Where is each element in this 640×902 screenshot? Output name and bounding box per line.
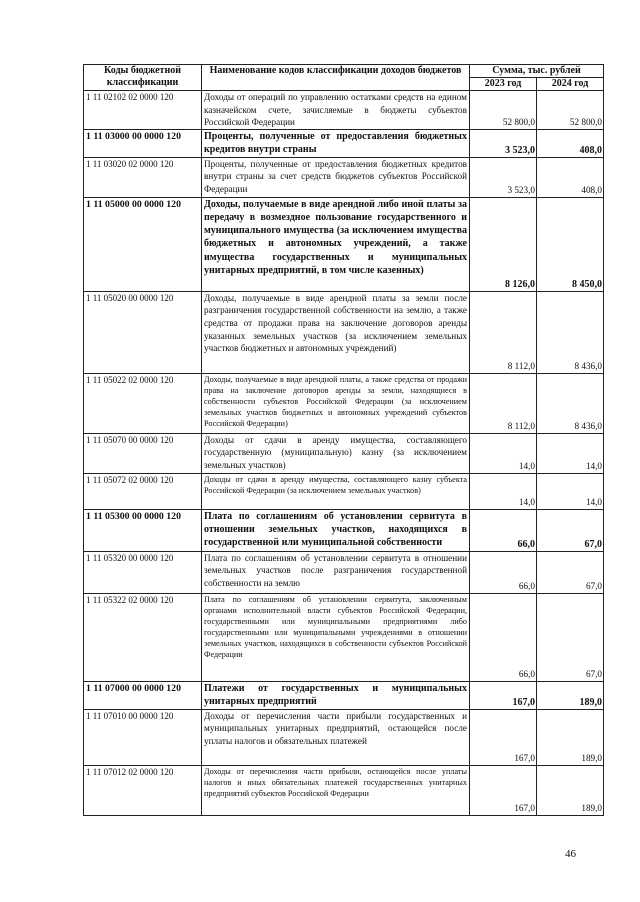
row-name: Плата по соглашениям об установлении сервитута в отношении земельных участков после разграничения государственной собственности на землю [202, 551, 470, 593]
table-row [84, 433, 604, 473]
table-row [84, 593, 604, 681]
header-code: Коды бюджетной классификации [84, 65, 202, 91]
row-code: 1 11 05022 02 0000 120 [84, 373, 202, 433]
row-code: 1 11 05300 00 0000 120 [84, 509, 202, 551]
row-value-2023: 167,0 [470, 765, 537, 815]
row-value-2024: 8 436,0 [537, 373, 604, 433]
row-value-2024: 8 436,0 [537, 291, 604, 373]
table-row [84, 129, 604, 157]
row-value-2023: 14,0 [470, 473, 537, 509]
row-code: 1 11 07012 02 0000 120 [84, 765, 202, 815]
row-value-2024: 14,0 [537, 473, 604, 509]
row-value-2023: 3 523,0 [470, 157, 537, 197]
row-code: 1 11 05320 00 0000 120 [84, 551, 202, 593]
row-value-2024: 189,0 [537, 709, 604, 765]
row-name: Доходы от операций по управлению остатками средств на едином казначейском счете, зачисляемые в бюджеты субъектов Российской Федерации [202, 91, 470, 130]
row-value-2023: 66,0 [470, 593, 537, 681]
row-name: Плата по соглашениям об установлении сервитута в отношении земельных участков, находящихся в государственной или муниципальной собственности [202, 509, 470, 551]
table-row [84, 681, 604, 709]
table-row [84, 765, 604, 815]
table-row [84, 291, 604, 373]
row-value-2024: 189,0 [537, 681, 604, 709]
row-value-2023: 8 126,0 [470, 197, 537, 291]
header-name: Наименование кодов классификации доходов бюджетов [202, 65, 470, 91]
row-value-2023: 167,0 [470, 681, 537, 709]
row-code: 1 11 05322 02 0000 120 [84, 593, 202, 681]
row-code: 1 11 02102 02 0000 120 [84, 91, 202, 130]
row-value-2024: 8 450,0 [537, 197, 604, 291]
table-row [84, 709, 604, 765]
row-name: Доходы от перечисления части прибыли государственных и муниципальных унитарных предприятий, остающейся после уплаты налогов и обязательных платежей [202, 709, 470, 765]
table-row [84, 91, 604, 130]
row-code: 1 11 05000 00 0000 120 [84, 197, 202, 291]
header-sum: Сумма, тыс. рублей [470, 65, 604, 78]
row-value-2023: 8 112,0 [470, 373, 537, 433]
table-header [84, 65, 604, 91]
table-row [84, 373, 604, 433]
row-value-2023: 52 800,0 [470, 91, 537, 130]
row-code: 1 11 07000 00 0000 120 [84, 681, 202, 709]
row-value-2023: 8 112,0 [470, 291, 537, 373]
row-value-2024: 67,0 [537, 509, 604, 551]
row-code: 1 11 03000 00 0000 120 [84, 129, 202, 157]
row-code: 1 11 07010 00 0000 120 [84, 709, 202, 765]
row-name: Доходы, получаемые в виде арендной либо иной платы за передачу в возмездное пользование государственного и муниципального имущества (за исключением имущества бюджетных и автономных учреждений, а также имущества государственных и муниципальных унитарных предприятий, в том числе казенных) [202, 197, 470, 291]
row-value-2024: 408,0 [537, 157, 604, 197]
row-value-2023: 3 523,0 [470, 129, 537, 157]
row-code: 1 11 05072 02 0000 120 [84, 473, 202, 509]
row-value-2024: 189,0 [537, 765, 604, 815]
row-name: Доходы, получаемые в виде арендной платы, а также средства от продажи права на заключение договоров аренды за земли, находящиеся в собственности субъектов Российской Федерации (за исключением земельных участков бюджетных и автономных учреждений субъектов Российской Федерации) [202, 373, 470, 433]
row-value-2023: 66,0 [470, 551, 537, 593]
row-name: Доходы от сдачи в аренду имущества, составляющего казну субъекта Российской Федерации (за исключением земельных участков) [202, 473, 470, 509]
table-row [84, 473, 604, 509]
page-number: 46 [565, 848, 576, 860]
header-2023: 2023 год [470, 78, 537, 91]
row-name: Плата по соглашениям об установлении сервитута, заключенным органами исполнительной власти субъектов Российской Федерации, государственными или муниципальными предприятиями либо государственными или муниципальными учреждениями в отношении земельных участков, находящихся в собственности субъектов Российской Федерации [202, 593, 470, 681]
row-value-2024: 408,0 [537, 129, 604, 157]
row-code: 1 11 05070 00 0000 120 [84, 433, 202, 473]
row-code: 1 11 05020 00 0000 120 [84, 291, 202, 373]
row-name: Доходы от сдачи в аренду имущества, составляющего государственную (муниципальную) казну (за исключением земельных участков) [202, 433, 470, 473]
row-code: 1 11 03020 02 0000 120 [84, 157, 202, 197]
row-value-2023: 14,0 [470, 433, 537, 473]
table-row [84, 197, 604, 291]
table-row [84, 551, 604, 593]
row-name: Проценты, полученные от предоставления бюджетных кредитов внутри страны за счет средств бюджетов субъектов Российской Федерации [202, 157, 470, 197]
header-2024: 2024 год [537, 78, 604, 91]
table-row [84, 509, 604, 551]
budget-revenue-table [83, 64, 604, 816]
row-value-2024: 14,0 [537, 433, 604, 473]
row-name: Проценты, полученные от предоставления бюджетных кредитов внутри страны [202, 129, 470, 157]
row-value-2023: 167,0 [470, 709, 537, 765]
row-value-2024: 67,0 [537, 551, 604, 593]
row-value-2024: 67,0 [537, 593, 604, 681]
row-name: Доходы, получаемые в виде арендной платы за земли после разграничения государственной собственности на землю, а также средства от продажи права на заключение договоров аренды указанных земельных участков (за исключением земельных участков бюджетных и автономных учреждений) [202, 291, 470, 373]
table-row [84, 157, 604, 197]
row-value-2024: 52 800,0 [537, 91, 604, 130]
row-name: Доходы от перечисления части прибыли, остающейся после уплаты налогов и иных обязательных платежей государственных унитарных предприятий субъектов Российской Федерации [202, 765, 470, 815]
row-name: Платежи от государственных и муниципальных унитарных предприятий [202, 681, 470, 709]
row-value-2023: 66,0 [470, 509, 537, 551]
